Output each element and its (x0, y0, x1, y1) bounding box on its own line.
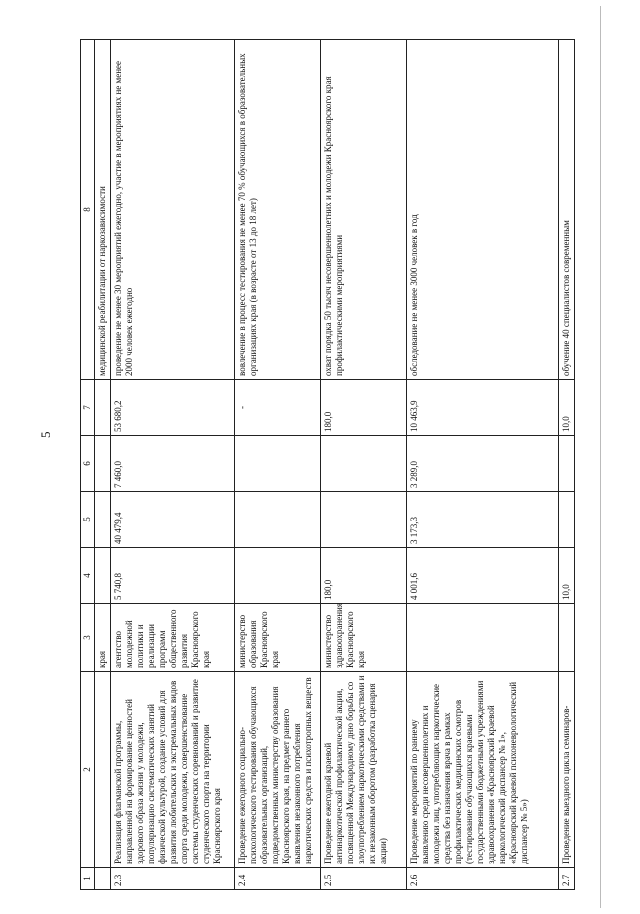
expected-result: обследование не менее 3000 человек в год (406, 40, 558, 380)
col-header-2: 2 (81, 672, 95, 868)
measure-name: Проведение мероприятий по раннему выявлению среди несовершеннолетних и молодежи лиц, употребляющих наркотические средства без назначения врача в рамках профилактических медицинских осмотров (тестирование обучающихся краевыми государственными бюджетными учреждениями здравоохранения «Красноярский краевой наркологический диспансер № 1», «Красноярский краевой психоневрологический диспансер № 5») (406, 672, 558, 868)
value-col-5 (558, 492, 574, 548)
table-row (110, 40, 234, 890)
value-col-5 (234, 492, 320, 548)
value-col-6 (320, 436, 406, 492)
value-col-6: 3 289,0 (406, 436, 558, 492)
col-header-3: 3 (81, 604, 95, 672)
expected-result: вовлечение в процесс тестирования не менее 70 % обучающихся в образовательных организациях края (в возрасте от 13 до 18 лет) (234, 40, 320, 380)
value-col-5 (320, 492, 406, 548)
value-col-7: 10,0 (558, 380, 574, 436)
measure-name: Проведение выездного цикла семинаров- (558, 672, 574, 868)
measure-name: Проведение ежегодной краевой антинаркотической профилактической акции, посвященной Международному дню борьбы со злоупотреблением наркотическими средствами и их незаконным оборотом (разработка сценария акции) (320, 672, 406, 868)
row-number: 2.6 (406, 868, 558, 890)
value-col-4: 5 740,8 (110, 548, 234, 604)
value-col-7: 180,0 (320, 380, 406, 436)
table-row (558, 40, 574, 890)
value-col-4 (234, 548, 320, 604)
value-col-6 (558, 436, 574, 492)
rotated-page (80, 40, 640, 890)
expected-result: охват порядка 50 тысяч несовершеннолетних и молодежи Красноярского края профилактическими мероприятиями (320, 40, 406, 380)
col-header-7: 7 (81, 380, 95, 436)
table-row (94, 40, 110, 890)
value-col-4 (94, 548, 110, 604)
value-col-4: 4 001,6 (406, 548, 558, 604)
col-header-1: 1 (81, 868, 95, 890)
expected-result: проведение не менее 30 мероприятий ежегодно, участие в мероприятиях не менее 2000 человек ежегодно (110, 40, 234, 380)
row-number: 2.3 (110, 868, 234, 890)
executor: министерство образования Красноярского края (234, 604, 320, 672)
row-number (94, 868, 110, 890)
expected-result: медицинской реабилитации от наркозависимости (94, 40, 110, 380)
row-number: 2.4 (234, 868, 320, 890)
value-col-4: 10,0 (558, 548, 574, 604)
table-row (406, 40, 558, 890)
value-col-5 (94, 492, 110, 548)
col-header-6: 6 (81, 436, 95, 492)
executor: агентство молодежной политики и реализации программ общественного развития Красноярского края (110, 604, 234, 672)
value-col-6 (234, 436, 320, 492)
value-col-4: 180,0 (320, 548, 406, 604)
executor (558, 604, 574, 672)
value-col-7 (94, 380, 110, 436)
value-col-7: 10 463,9 (406, 380, 558, 436)
value-col-5: 3 173,3 (406, 492, 558, 548)
col-header-5: 5 (81, 492, 95, 548)
value-col-5: 40 479,4 (110, 492, 234, 548)
value-col-7: 53 680,2 (110, 380, 234, 436)
value-col-6 (94, 436, 110, 492)
measure-name (94, 672, 110, 868)
executor: министерство здравоохранения Красноярского края (320, 604, 406, 672)
measure-name: Проведение ежегодного социально-психологического тестирования обучающихся образовательных организаций, подведомственных министерству образования Красноярского края, на предмет раннего выявления незаконного потребления наркотических средств и психотропных веществ (234, 672, 320, 868)
table-row (320, 40, 406, 890)
value-col-7: - (234, 380, 320, 436)
value-col-6: 7 460,0 (110, 436, 234, 492)
header-row (81, 40, 95, 890)
executor (406, 604, 558, 672)
page-number: 5 (38, 431, 53, 438)
measure-name: Реализация флагманской программы, направленной на формирование ценностей здорового образа жизни у молодежи, популяризацию систематических занятий физической культурой, создание условий для развития любительских и экстремальных видов спорта среди молодежи, совершенствование системы студенческих соревнований и развитие студенческого спорта на территории Красноярского края (110, 672, 234, 868)
program-table (80, 39, 575, 890)
col-header-8: 8 (81, 40, 95, 380)
expected-result: обучение 40 специалистов современным (558, 40, 574, 380)
col-header-4: 4 (81, 548, 95, 604)
table-row (234, 40, 320, 890)
row-number: 2.7 (558, 868, 574, 890)
executor: края (94, 604, 110, 672)
row-number: 2.5 (320, 868, 406, 890)
